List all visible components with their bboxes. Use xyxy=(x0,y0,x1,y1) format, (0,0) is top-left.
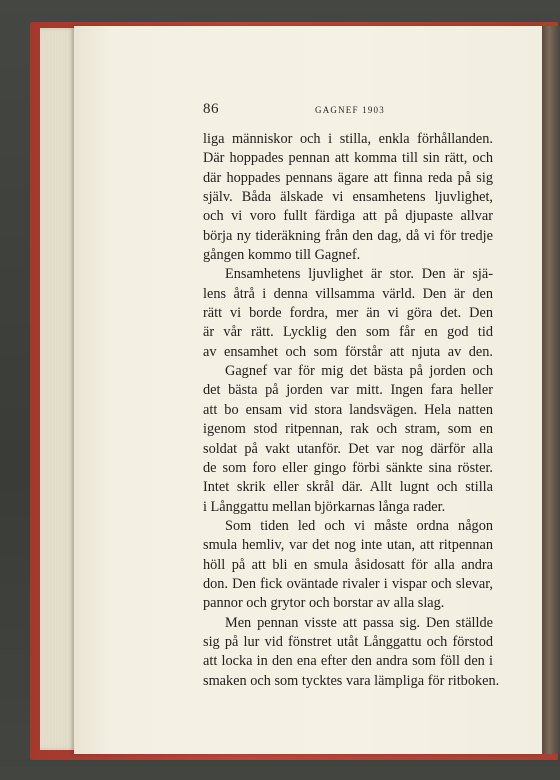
text-line: soldat på vakt utanför. Det var nog därför alla xyxy=(203,440,493,457)
text-line: att bo ensam vid stora landsvägen. Hela natten xyxy=(203,401,493,418)
text-line: liga människor och i stilla, enkla förhållanden. xyxy=(203,131,493,147)
text-line: Där hoppades pennan att komma till sin rätt, och xyxy=(203,150,493,167)
text-line: Intet skrik eller skrål där. Allt lugnt och stilla xyxy=(203,479,493,496)
text-line: börja ny tideräkning från den dag, då vi för tredje xyxy=(203,227,493,244)
text-line: gången kommo till Gagnef. xyxy=(203,247,361,264)
text-line: höll på att bli en smula åsidosatt för alla andra xyxy=(203,556,493,573)
facing-page-edge xyxy=(542,26,560,754)
body-text xyxy=(203,130,500,691)
page-header xyxy=(203,101,493,121)
text-line: Som tiden led och vi måste ordna någon xyxy=(225,517,493,534)
text-line: och vi voro fullt färdiga att på djupaste allvar xyxy=(203,208,493,225)
text-line: Ensamhetens ljuvlighet är stor. Den är sjä- xyxy=(225,266,493,283)
text-line: själv. Båda älskade vi ensamhetens ljuvlighet, xyxy=(203,189,493,206)
text-line: i Långgattu mellan björkarnas långa rader. xyxy=(203,498,446,515)
page-number: 86 xyxy=(203,101,219,117)
text-line: smula hemliv, var det nog inte utan, att ritpennan xyxy=(203,537,493,554)
page-edges xyxy=(40,28,76,750)
text-line: Men pennan visste att passa sig. Den ställde xyxy=(225,614,493,631)
text-line: det bästa på jorden var mitt. Ingen fara heller xyxy=(203,382,493,399)
running-title: GAGNEF 1903 xyxy=(315,105,385,115)
text-line: lens åtrå i denna villsamma värld. Den är den xyxy=(203,285,493,302)
text-line: att locka in den ena efter den andra som föll den i xyxy=(203,653,493,670)
text-line: pannor och grytor och borstar av alla slag. xyxy=(203,595,445,612)
text-line: don. Den fick oväntade rivaler i vispar och slevar, xyxy=(203,575,493,592)
text-line: Gagnef var för mig det bästa på jorden och xyxy=(225,363,493,380)
text-line: sig på lur vid fönstret utåt Långgattu och förstod xyxy=(203,633,493,650)
text-line: där hoppades pennans ägare att finna reda på sig xyxy=(203,169,493,186)
text-line: är vår rätt. Lycklig den som får en god tid xyxy=(203,324,493,341)
text-line: igenom stod ritpennan, rak och stram, som en xyxy=(203,421,493,438)
text-line: av ensamhet och som förstår att njuta av den. xyxy=(203,343,493,360)
text-line: smaken och som tycktes vara lämpliga för ritboken. xyxy=(203,672,500,689)
text-line: de som foro eller gingo förbi sänkte sina röster. xyxy=(203,459,493,476)
text-line: rätt vi borde fordra, mer än vi göra det. Den xyxy=(203,305,493,322)
